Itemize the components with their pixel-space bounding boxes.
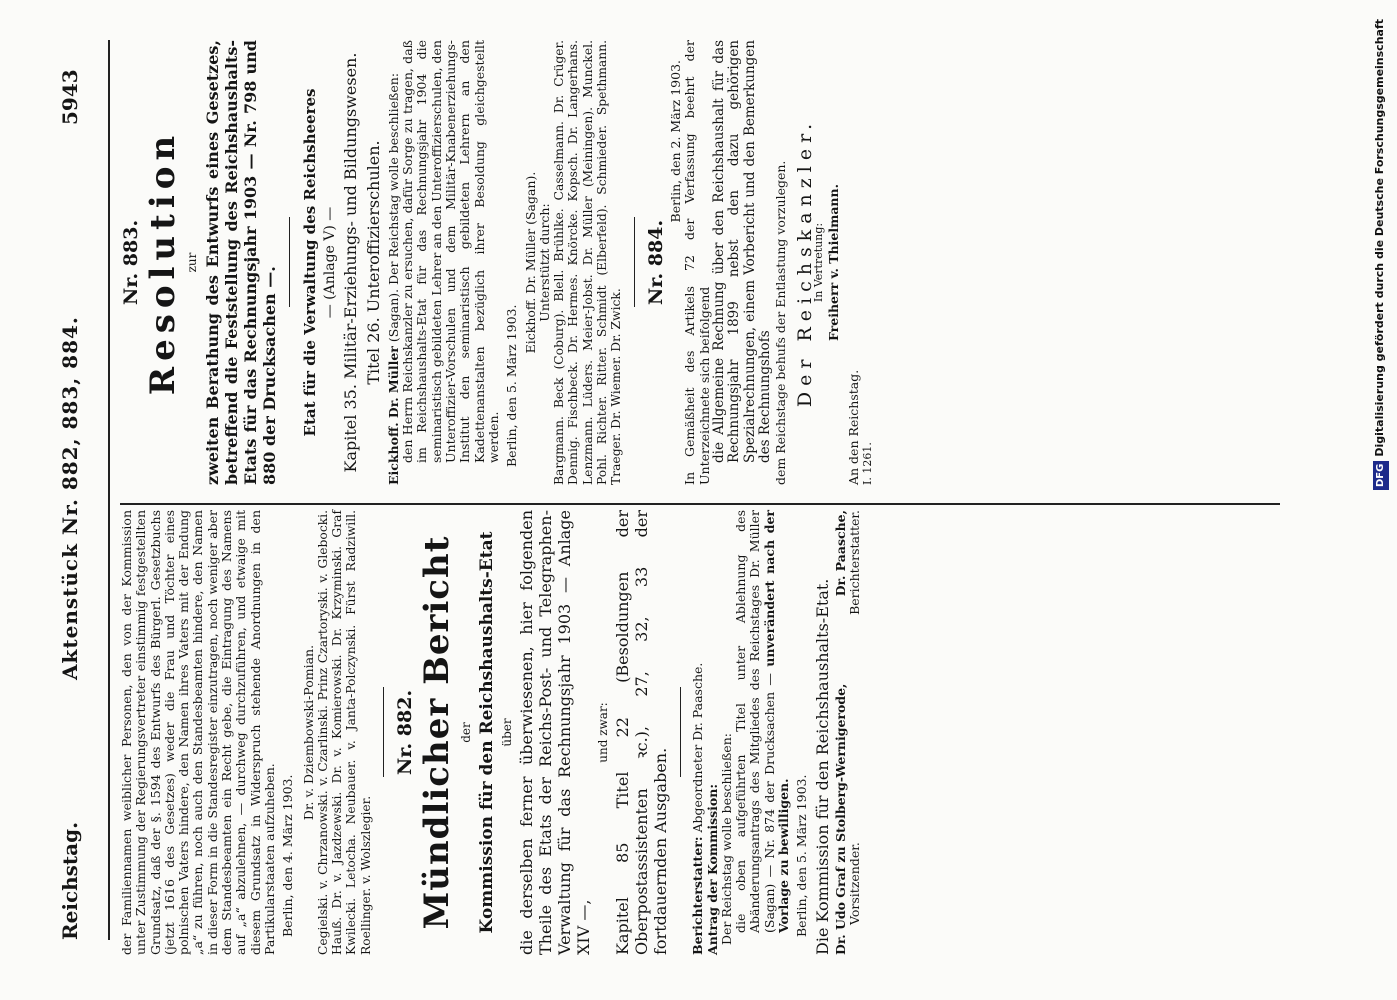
antrag-label: Antrag der Kommission:	[704, 784, 720, 955]
text-884-c: dem Reichstage behufs der Entlastung vorzulegen.	[772, 160, 788, 485]
rapporteur-name: Dr. Paasche,	[832, 510, 848, 597]
running-head-center: Aktenstück Nr. 882, 883, 884.	[58, 316, 82, 680]
chair-block	[834, 684, 863, 955]
dfg-text: Digitalisierung gefördert durch die Deutsche Forschungsgemeinschaft	[1373, 18, 1386, 457]
running-head-left: Reichstag.	[58, 821, 82, 940]
rapporteur-block	[834, 510, 863, 615]
motion-body: den Herrn Reichskanzler zu ersuchen, dafür Sorge zu tragen, daß im Reichshaushalts-Etat für das Rechnungsjahr 1904 die seminaristisch gebildeten Lehrer an den Unteroffizierschulen, den Unteroffizier-Vorschulen und dem Militär-Knabenerziehungs-Institut den seminaristisch gebildeten Lehrern an den Kadettenanstalten bezüglich ihrer Besoldung gleichgestellt werden.	[400, 40, 501, 463]
divider-4	[634, 218, 635, 308]
nr-884: Nr. 884.	[644, 219, 667, 306]
titel-26: Titel 26. Unteroffizierschulen.	[363, 140, 383, 385]
dfg-note	[1369, 20, 1391, 490]
signatories-1: Cegielski. v. Chrzanowski. v. Czarlinski. Prinz Czartoryski. v. Glebocki. Hauß. Dr. v. Jazdzewski. Dr. v. Komierowski. Dr. Krzyminski. Graf Kwilecki. Letocha. Neubauer. v. Janta-Polczynski. Fürst Radziwill. Roellinger. v. Wolszlegier.	[315, 510, 373, 955]
und-zwar: und zwar:	[595, 702, 610, 763]
antrag-text	[734, 510, 791, 955]
nr-882: Nr. 882.	[394, 689, 417, 776]
motion-text: (Sagan). Der Reichstag wolle beschließen:	[385, 72, 401, 343]
page-number: 5943	[58, 69, 82, 125]
adressat: An den Reichstag.	[846, 369, 862, 485]
berichterstatter-value: Abgeordneter Dr. Paasche.	[690, 662, 706, 833]
reichskanzler: Der Reichskanzler.	[794, 117, 817, 408]
signatories-2: Bargmann. Beck (Coburg). Blell. Brühlke. Casselmann. Dr. Crüger. Dennig. Fischbeck. Dr. Hermes. Knörcke. Kopsch. Dr. Langerhans. Lenzmann. Lüders. Meier-Jobst. Dr. Müller (Meiningen). Munckel. Pohl. Richter. Ritter. Schmidt (Elberfeld). Schmieder. Spethmann. Traeger. Dr. Wiemer. Dr. Zwick.	[552, 40, 624, 485]
kapitel-85: Kapitel 85 Titel 22 (Besoldungen der Oberpostassistenten ꝛc.), 27, 32, 33 der fortdauernden Ausgaben.	[613, 510, 671, 955]
antrag-text-a: die oben aufgeführten Titel unter Ablehnung des Abänderungsantrags des Mitgliedes des Reichstages Dr. Müller (Sagan) — Nr. 874 der Drucksachen —	[733, 510, 777, 933]
kommission-signature: Die Kommission für den Reichshaushalts-Etat.	[812, 578, 832, 955]
header-rule	[108, 40, 110, 940]
title-883: Resolution	[143, 129, 184, 396]
dfg-sidebar	[1369, 10, 1391, 490]
divider-3	[289, 218, 290, 308]
nr-883: Nr. 883.	[120, 219, 142, 306]
left-column	[120, 510, 863, 955]
der-label: der	[459, 722, 474, 743]
vertreter: Freiherr v. Thielmann.	[825, 184, 841, 341]
divider-2	[680, 688, 681, 778]
rapporteur-role: Berichterstatter.	[847, 510, 863, 615]
motion-line	[387, 40, 401, 485]
signature-block	[834, 510, 863, 955]
column-divider	[120, 503, 1280, 505]
chair-role: Vorsitzender.	[847, 842, 863, 925]
reference-number: I. 1261.	[861, 442, 875, 485]
text-884-a: In Gemäßheit des Artikels 72 der Verfassung beehrt der Unterzeichnete sich beifolgend	[682, 40, 712, 485]
intro-text: der Familiennamen weiblicher Personen, den von der Kommission unter Zustimmung der Regierungsvertreter einstimmig festgestellten Grundsatz, daß der §. 1594 des Entwurfs des Bürgerl. Gesetzbuchs (jetzt 1616 des Gesetzes) weder die Frau und Töchter eines polnischen Vaters hindere, den Namen ihres Vaters mit der Endung „a“ zu führen, noch auch den Standesbeamten hindere, den Namen in dieser Form in die Standesregister einzutragen, noch weniger aber dem Standesbeamten ein Recht gebe, die Eintragung des Namens auf „a“ abzulehnen, — durchweg durchzuführen, und etwaige mit diesem Grundsatz in Widerspruch stehende Anordnungen in den Partikularstaaten aufzuheben.	[119, 510, 277, 955]
right-column	[120, 40, 876, 485]
supported-label: Unterstützt durch:	[536, 203, 552, 322]
title-882: Mündlicher Bericht	[417, 535, 458, 930]
date-2: Berlin, den 5. März 1903.	[794, 774, 810, 937]
anlage-label: — (Anlage V) —	[321, 206, 338, 319]
date-3: Berlin, den 5. März 1903.	[504, 304, 520, 467]
dfg-logo: DFG	[1373, 461, 1389, 490]
divider-1	[383, 688, 384, 778]
subject-883: zweiten Berathung des Entwurfs eines Gesetzes, betreffend die Feststellung des Reichshaushalts-Etats für das Rechnungsjahr 1903 — Nr. 798 und 880 der Drucksachen —.	[202, 40, 279, 485]
berichterstatter-line	[691, 510, 705, 955]
berichterstatter-label: Berichterstatter:	[690, 836, 706, 955]
kapitel-35: Kapitel 35. Militär-Erziehungs- und Bildungswesen.	[340, 52, 360, 473]
etat-heading: Etat für die Verwaltung des Reichsheeres	[300, 88, 319, 437]
antrag-intro: Der Reichstag wolle beschließen:	[718, 733, 734, 945]
chair-name: Dr. Udo Graf zu Stolberg-Wernigerode,	[832, 683, 848, 955]
commission-882: Kommission für den Reichshaushalts-Etat	[476, 531, 497, 934]
antrag-text-b: unverändert nach der Vorlage zu bewilligen.	[761, 509, 792, 933]
in-vertretung: In Vertretung:	[812, 222, 826, 303]
ueber-label: über	[499, 718, 514, 747]
date-4: Berlin, den 2. März 1903.	[667, 60, 683, 223]
zur-label: zur	[185, 252, 200, 273]
intro-882: die derselben ferner überwiesenen, hier folgenden Theile des Etats der Reichs-Post- und Telegraphen-Verwaltung für das Rechnungsjahr 1903 — Anlage XIV —,	[516, 510, 593, 955]
motion-sponsor: Eickhoff. Dr. Müller	[385, 346, 401, 485]
text-884-b: die Allgemeine Rechnung über den Reichshaushalt für das Rechnungsjahr 1899 nebst den dazu gehörigen Spezialrechnungen, einem Vorbericht und den Bemerkungen des Rechnungshofs	[710, 40, 774, 463]
date-1: Berlin, den 4. März 1903.	[280, 774, 296, 937]
signer-1: Dr. v. Dziembowski-Pomian.	[300, 644, 316, 821]
signers-2: Eickhoff. Dr. Müller (Sagan).	[522, 171, 538, 354]
